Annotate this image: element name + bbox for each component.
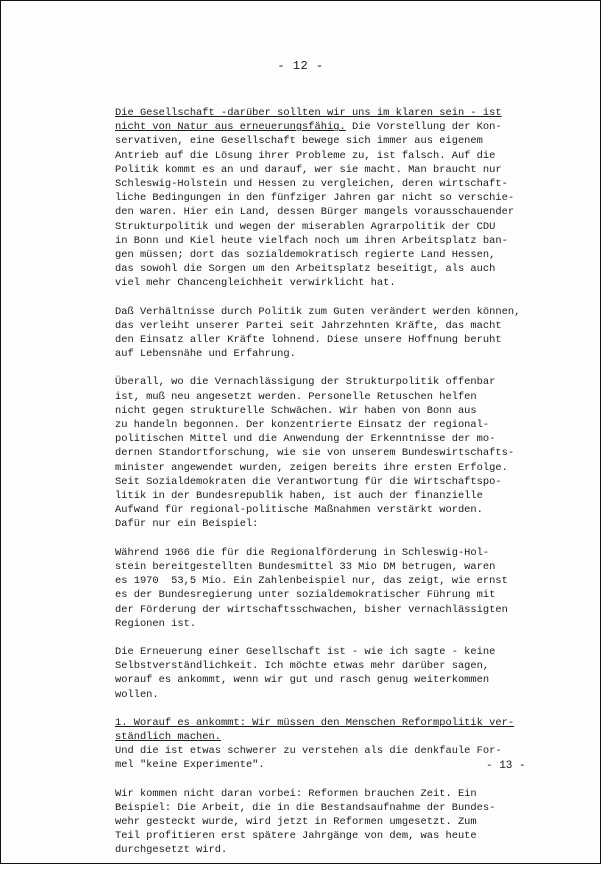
text-line xyxy=(115,375,575,389)
plain-text: Antrieb auf die Lösung ihrer Probleme zu, ist falsch. Auf die xyxy=(115,149,496,162)
text-line xyxy=(115,645,575,659)
text-line xyxy=(115,418,575,432)
body-text xyxy=(115,106,575,872)
text-line xyxy=(115,276,575,290)
plain-text: wollen. xyxy=(115,688,159,701)
plain-text: es der Bundesregierung unter sozialdemokratischer Führung mit xyxy=(115,589,496,602)
plain-text: das sowohl die Sorgen um den Arbeitsplatz beseitigt, als auch xyxy=(115,263,496,276)
plain-text: Überall, wo die Vernachlässigung der Strukturpolitik offenbar xyxy=(115,376,496,389)
text-line xyxy=(115,390,575,404)
underlined-text: Die Gesellschaft -darüber sollten wir uns im klaren sein - ist xyxy=(115,107,502,119)
text-line xyxy=(115,347,575,361)
text-line xyxy=(115,560,575,574)
paragraph xyxy=(115,546,575,631)
text-line xyxy=(115,120,575,134)
text-line xyxy=(115,333,575,347)
text-line xyxy=(115,546,575,560)
plain-text: nicht gegen strukturelle Schwächen. Wir haben von Bonn aus xyxy=(115,404,477,417)
text-line xyxy=(115,134,575,148)
plain-text: liche Bedingungen in den fünfziger Jahren gar nicht so verschie- xyxy=(115,192,515,205)
plain-text: Aufwand für regional-politische Maßnahmen verstärkt worden. xyxy=(115,504,483,517)
plain-text: Die Vorstellung der Kon- xyxy=(345,121,502,134)
plain-text: mel "keine Experimente". xyxy=(115,759,265,772)
plain-text: durchgesetzt wird. xyxy=(115,844,228,857)
plain-text: politischen Mittel und die Anwendung der Erkenntnisse der mo- xyxy=(115,433,496,446)
text-line xyxy=(115,617,575,631)
text-line xyxy=(115,801,575,815)
plain-text: ist, muß neu angesetzt werden. Personelle Retuschen helfen xyxy=(115,390,477,403)
plain-text: minister angewendet wurden, zeigen bereits ihre ersten Erfolge. xyxy=(115,461,508,474)
plain-text: Während 1966 die für die Regionalförderung in Schleswig-Hol- xyxy=(115,546,490,559)
plain-text: Teil profitieren erst spätere Jahrgänge von dem, was heute xyxy=(115,830,477,843)
text-line xyxy=(115,248,575,262)
text-line xyxy=(115,787,575,801)
plain-text: Dafür nur ein Beispiel: xyxy=(115,518,259,531)
underlined-text: nicht von Natur aus erneuerungsfähig. xyxy=(115,121,346,134)
text-line xyxy=(115,744,575,758)
text-line xyxy=(115,234,575,248)
text-line xyxy=(115,205,575,219)
text-line xyxy=(115,517,575,531)
text-line xyxy=(115,659,575,673)
plain-text: Und die ist etwas schwerer zu verstehen als die denkfaule For- xyxy=(115,745,502,758)
plain-text: dernen Standortforschung, wie sie von unserem Bundeswirtschafts- xyxy=(115,447,515,460)
plain-text: Wir kommen nicht daran vorbei: Reformen brauchen Zeit. Ein xyxy=(115,787,477,800)
plain-text: Politik kommt es an und darauf, wer sie macht. Man braucht nur xyxy=(115,163,502,176)
plain-text: auf Lebensnähe und Erfahrung. xyxy=(115,348,296,361)
plain-text: Die Erneuerung einer Gesellschaft ist - wie ich sagte - keine xyxy=(115,645,496,658)
paragraph xyxy=(115,305,575,362)
plain-text: Seit Sozialdemokraten die Verantwortung für die Wirtschaftspo- xyxy=(115,475,502,488)
plain-text: das verleiht unserer Partei seit Jahrzehnten Kräfte, das macht xyxy=(115,319,502,332)
plain-text: wehr gesteckt wurde, wird jetzt in Reformen umgesetzt. Zum xyxy=(115,815,477,828)
paragraph xyxy=(115,106,575,291)
plain-text: es 1970 53,5 Mio. Ein Zahlenbeispiel nur, das zeigt, wie ernst xyxy=(115,575,508,588)
text-line xyxy=(115,461,575,475)
text-line xyxy=(115,673,575,687)
plain-text: gen müssen; dort das sozialdemokratisch regierte Land Hessen, xyxy=(115,249,496,262)
page-number: - 12 - xyxy=(277,59,324,73)
text-line xyxy=(115,319,575,333)
plain-text: servativen, eine Gesellschaft bewege sich immer aus eigenem xyxy=(115,135,483,148)
text-line xyxy=(115,220,575,234)
text-line xyxy=(115,716,575,730)
text-line xyxy=(115,404,575,418)
plain-text: litik in der Bundesrepublik haben, ist auch der finanzielle xyxy=(115,490,483,503)
text-line xyxy=(115,489,575,503)
text-line xyxy=(115,730,575,744)
text-line xyxy=(115,574,575,588)
next-page-marker: - 13 - xyxy=(486,760,526,772)
underlined-text: 1. Worauf es ankommt: Wir müssen den Menschen Reformpolitik ver- xyxy=(115,716,515,729)
text-line xyxy=(115,688,575,702)
text-line xyxy=(115,163,575,177)
text-line xyxy=(115,106,575,120)
plain-text: Daß Verhältnisse durch Politik zum Guten verändert werden können, xyxy=(115,305,521,318)
text-line xyxy=(115,305,575,319)
plain-text: Beispiel: Die Arbeit, die in die Bestandsaufnahme der Bundes- xyxy=(115,801,496,814)
paragraph xyxy=(115,645,575,702)
plain-text: Regionen ist. xyxy=(115,617,197,630)
plain-text: worauf es ankommt, wenn wir gut und rasch genug weiterkommen xyxy=(115,674,490,687)
paragraph xyxy=(115,375,575,531)
text-line xyxy=(115,149,575,163)
plain-text: viel mehr Chancengleichheit verwirklicht hat. xyxy=(115,277,396,290)
text-line xyxy=(115,588,575,602)
plain-text: Schleswig-Holstein und Hessen zu vergleichen, deren wirtschaft- xyxy=(115,178,508,191)
plain-text: stein bereitgestellten Bundesmittel 33 Mio DM betrugen, waren xyxy=(115,560,496,573)
plain-text: zu handeln begonnen. Der konzentrierte Einsatz der regional- xyxy=(115,419,490,432)
plain-text: der Förderung der wirtschaftsschwachen, bisher vernachlässigten xyxy=(115,603,508,616)
underlined-text: ständlich machen. xyxy=(115,730,222,743)
text-line xyxy=(115,446,575,460)
text-line xyxy=(115,843,575,857)
text-line xyxy=(115,177,575,191)
plain-text: den waren. Hier ein Land, dessen Bürger mangels vorausschauender xyxy=(115,206,515,219)
text-line xyxy=(115,475,575,489)
text-line xyxy=(115,829,575,843)
text-line xyxy=(115,503,575,517)
text-line xyxy=(115,432,575,446)
paragraph xyxy=(115,787,575,858)
text-line xyxy=(115,262,575,276)
plain-text: Strukturpolitik und wegen der miserablen Agrarpolitik der CDU xyxy=(115,220,496,233)
text-line xyxy=(115,815,575,829)
text-line xyxy=(115,191,575,205)
plain-text: den Einsatz aller Kräfte lohnend. Diese unsere Hoffnung beruht xyxy=(115,334,502,347)
plain-text: in Bonn und Kiel heute vielfach noch um ihren Arbeitsplatz ban- xyxy=(115,234,508,247)
plain-text: Selbstverständlichkeit. Ich möchte etwas mehr darüber sagen, xyxy=(115,660,490,673)
text-line xyxy=(115,603,575,617)
